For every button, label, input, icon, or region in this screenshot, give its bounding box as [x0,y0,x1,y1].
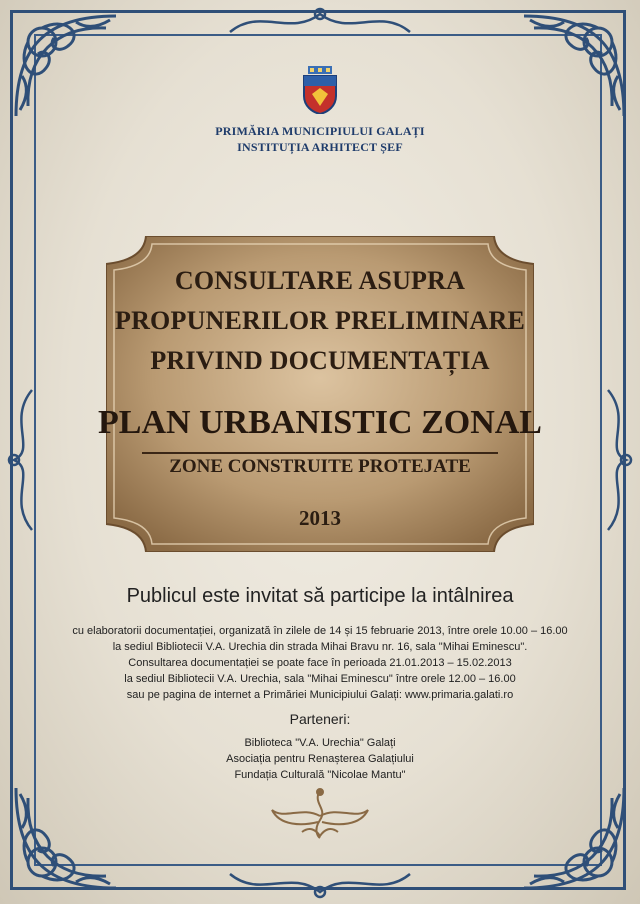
corner-ornament-icon [6,778,126,898]
details-line: la sediul Bibliotecii V.A. Urechia din strada Mihai Bravu nr. 16, sala "Mihai Eminescu". [112,641,528,653]
title-line-1: CONSULTARE ASUPRA [174,266,466,295]
department-name: INSTITUȚIA ARHITECT ȘEF [237,140,403,154]
main-title: PLAN URBANISTIC ZONAL [98,404,542,441]
bottom-flourish-icon [220,864,420,904]
partner-item: Asociația pentru Renașterea Galațiului [226,753,414,765]
details-line: cu elaboratorii documentației, organizată în zilele de 14 și 15 februarie 2013, între orele 10.00 – 16.00 [72,625,568,637]
flourish-ornament-icon [262,786,378,842]
partners-list [0,735,640,783]
organization-name: PRIMĂRIA MUNICIPIULUI GALAȚI [215,124,425,138]
corner-ornament-icon [6,6,126,126]
corner-ornament-icon [514,778,634,898]
partner-item: Biblioteca "V.A. Urechia" Galați [244,737,396,749]
invitation-heading: Publicul este invitat să participe la intâlnirea [126,585,514,607]
year: 2013 [299,506,341,530]
details-line: la sediul Bibliotecii V.A. Urechia, sala "Mihai Eminescu" între orele 12.00 – 16.00 [124,673,516,685]
details-line: Consultarea documentației se poate face în perioada 21.01.2013 – 15.02.2013 [128,657,512,669]
subtitle: ZONE CONSTRUITE PROTEJATE [169,456,471,477]
partners-heading: Parteneri: [289,711,351,727]
title-line-3: PRIVIND DOCUMENTAȚIA [150,346,490,375]
title-line-2: PROPUNERILOR PRELIMINARE [115,306,525,335]
city-coat-of-arms-icon [302,66,338,114]
corner-ornament-icon [514,6,634,126]
details-line: sau pe pagina de internet a Primăriei Municipiului Galați: www.primaria.galati.ro [126,689,514,701]
top-flourish-icon [220,2,420,42]
title-divider [142,452,498,454]
partner-item: Fundația Culturală "Nicolae Mantu" [234,769,406,781]
event-details [0,623,640,703]
